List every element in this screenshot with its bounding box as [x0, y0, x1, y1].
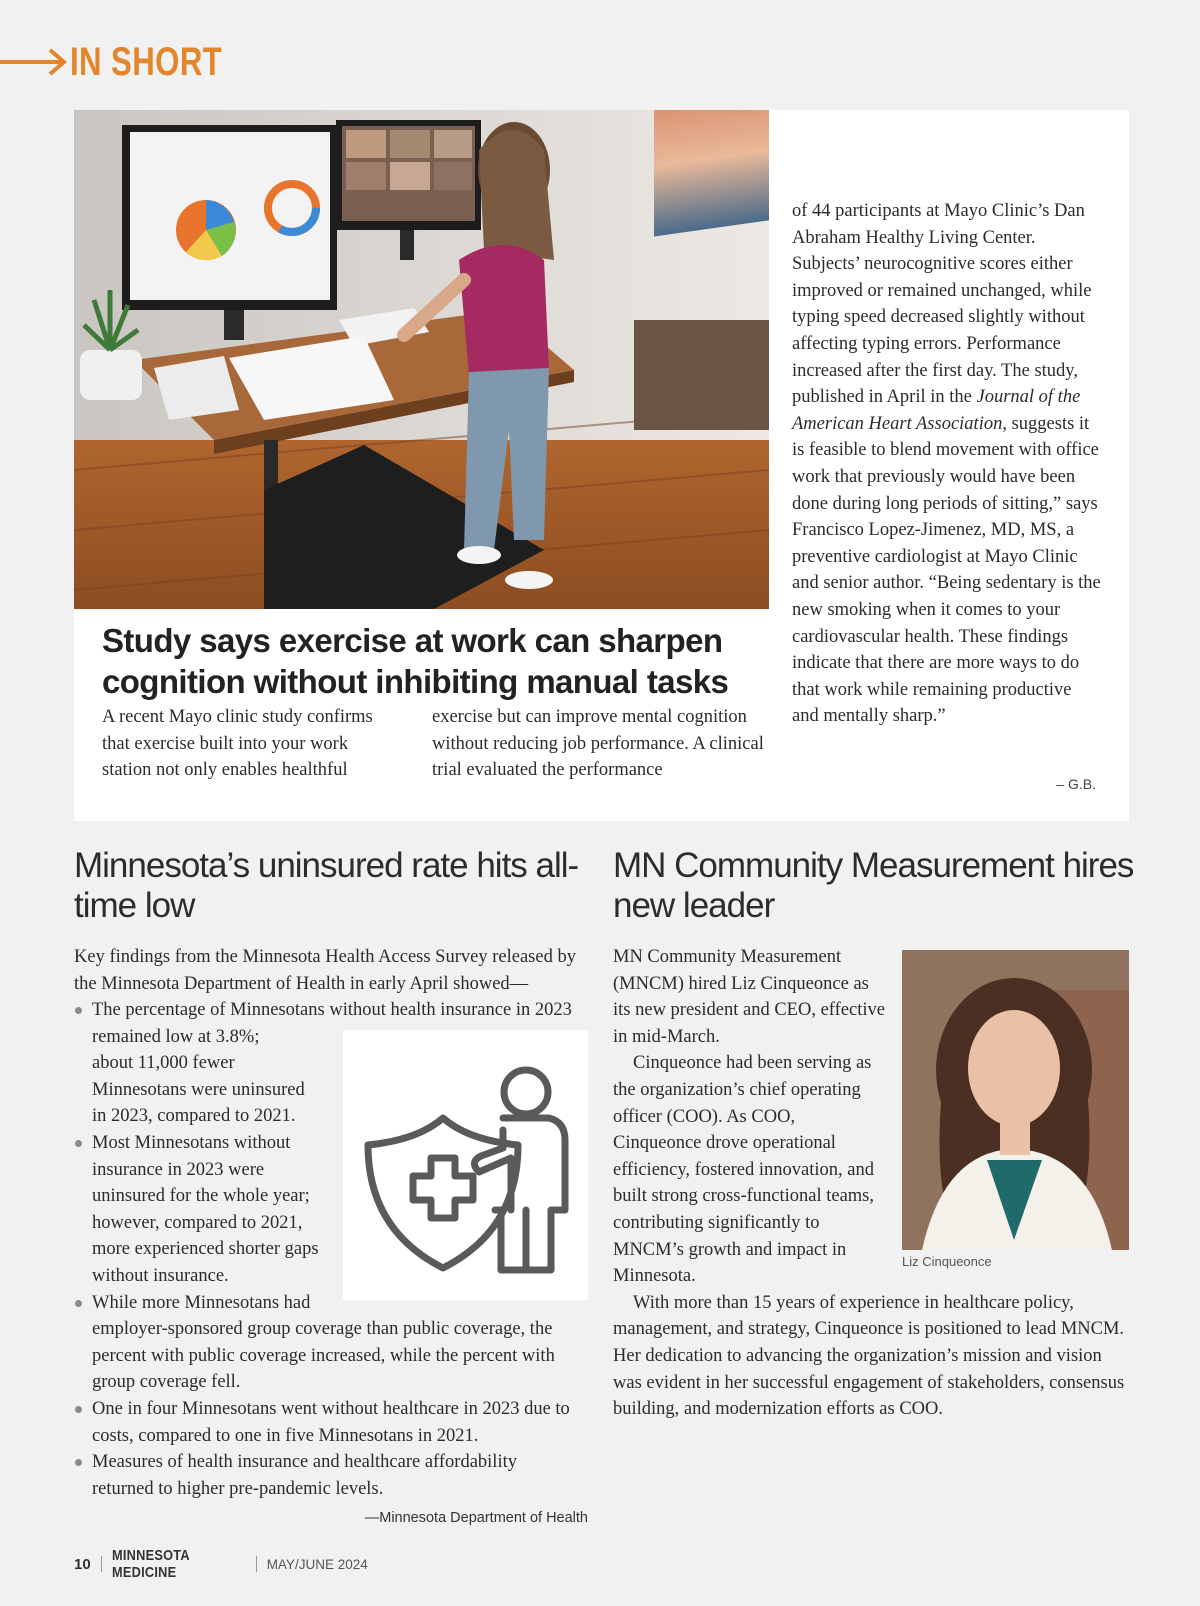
arrow-right-icon — [0, 40, 70, 84]
section-tag — [0, 40, 265, 84]
mncm-paragraph-3: With more than 15 years of experience in healthcare policy, management, and strategy, Cinqueonce is positioned to lead MNCM. Her dedication to advancing the organization’s mission and vision was evident in her successful engagement of stakeholders, consensus building, and modernization efforts as COO. — [613, 1292, 1125, 1420]
portrait-caption: Liz Cinqueonce — [902, 1254, 992, 1269]
list-item — [74, 1290, 576, 1396]
list-item-text: about 11,000 fewer Minnesotans were uninsured in 2023, compared to 2021. — [92, 1053, 305, 1127]
portrait-photo — [902, 950, 1129, 1250]
list-item-text: Measures of health insurance and healthcare affordability returned to higher pre-pandemic levels. — [92, 1452, 517, 1499]
mncm-article-title: MN Community Measurement hires new leader — [613, 846, 1134, 925]
feature-column-1: A recent Mayo clinic study confirms that exercise built into your work station not only enables healthful — [102, 707, 373, 781]
health-insurance-icon — [343, 1030, 588, 1300]
feature-column-3 — [792, 198, 1102, 730]
list-item-text: While more Minnesotans had — [92, 1292, 311, 1313]
uninsured-article-intro: Key findings from the Minnesota Health Access Survey released by the Minnesota Department of Health in early April showed— — [74, 947, 576, 994]
feature-column-3-rest: , suggests it is feasible to blend movement with office work that previously would have been done during long periods of sitting,” says Francisco Lopez-Jimenez, MD, MS, a preventive cardiologist at Mayo Clinic and senior author. “Being sedentary is the new smoking when it comes to your cardiovascular health. These findings indicate that there are more ways to do that work while remaining productive and mentally sharp.” — [792, 413, 1101, 727]
list-item — [74, 1449, 576, 1502]
feature-column-3-text: of 44 participants at Mayo Clinic’s Dan Abraham Healthy Living Center. Subjects’ neurocognitive scores either improved or remained unchanged, while typing speed decreased slightly without affecting typing errors. Performance increased after the first day. The study, published in April in the — [792, 201, 1092, 408]
list-item-text: The percentage of Minnesotans without health insurance in 2023 remained low at 3.8%; — [92, 1000, 572, 1047]
list-item — [74, 1130, 319, 1290]
list-item-text: employer-sponsored group coverage than public coverage, the percent with public coverage increased, while the percent with group coverage fell. — [92, 1319, 555, 1393]
standing-desk-photo — [74, 110, 769, 609]
footer-divider — [101, 1556, 102, 1572]
footer-divider — [256, 1556, 257, 1572]
feature-article — [74, 110, 1129, 821]
mncm-paragraph-1: MN Community Measurement (MNCM) hired Liz Cinqueonce as its new president and CEO, effective in mid-March. — [613, 947, 885, 1047]
list-item-text: One in four Minnesotans went without healthcare in 2023 due to costs, compared to one in five Minnesotans in 2021. — [92, 1398, 570, 1446]
feature-headline: Study says exercise at work can sharpen cognition without inhibiting manual tasks — [102, 622, 729, 700]
mncm-paragraph-2: Cinqueonce had been serving as the organization’s chief operating officer (COO). As COO, Cinqueonce drove operational efficiency, fostered innovation, and built strong cross-functional teams, contributing significantly to MNCM’s growth and impact in Minnesota. — [613, 1053, 875, 1287]
issue-date: MAY/JUNE 2024 — [266, 1556, 368, 1572]
magazine-title: MINNESOTA MEDICINE — [111, 1547, 190, 1581]
uninsured-article-title: Minnesota’s uninsured rate hits all-time low — [74, 846, 579, 925]
section-label: IN SHORT — [70, 39, 223, 84]
feature-column-2: exercise but can improve mental cognition without reducing job performance. A clinical trial evaluated the performance — [432, 707, 764, 781]
journal-title: Journal of the American Heart Association — [792, 387, 1081, 434]
list-item — [74, 1396, 576, 1449]
page-number: 10 — [74, 1555, 91, 1573]
author-initials: – G.B. — [1056, 776, 1096, 792]
uninsured-article-source: —Minnesota Department of Health — [364, 1510, 588, 1526]
page-footer — [74, 1547, 368, 1581]
list-item-text: Most Minnesotans without insurance in 2023 were uninsured for the whole year; however, compared to 2021, more experienced shorter gaps without insurance. — [92, 1132, 319, 1286]
